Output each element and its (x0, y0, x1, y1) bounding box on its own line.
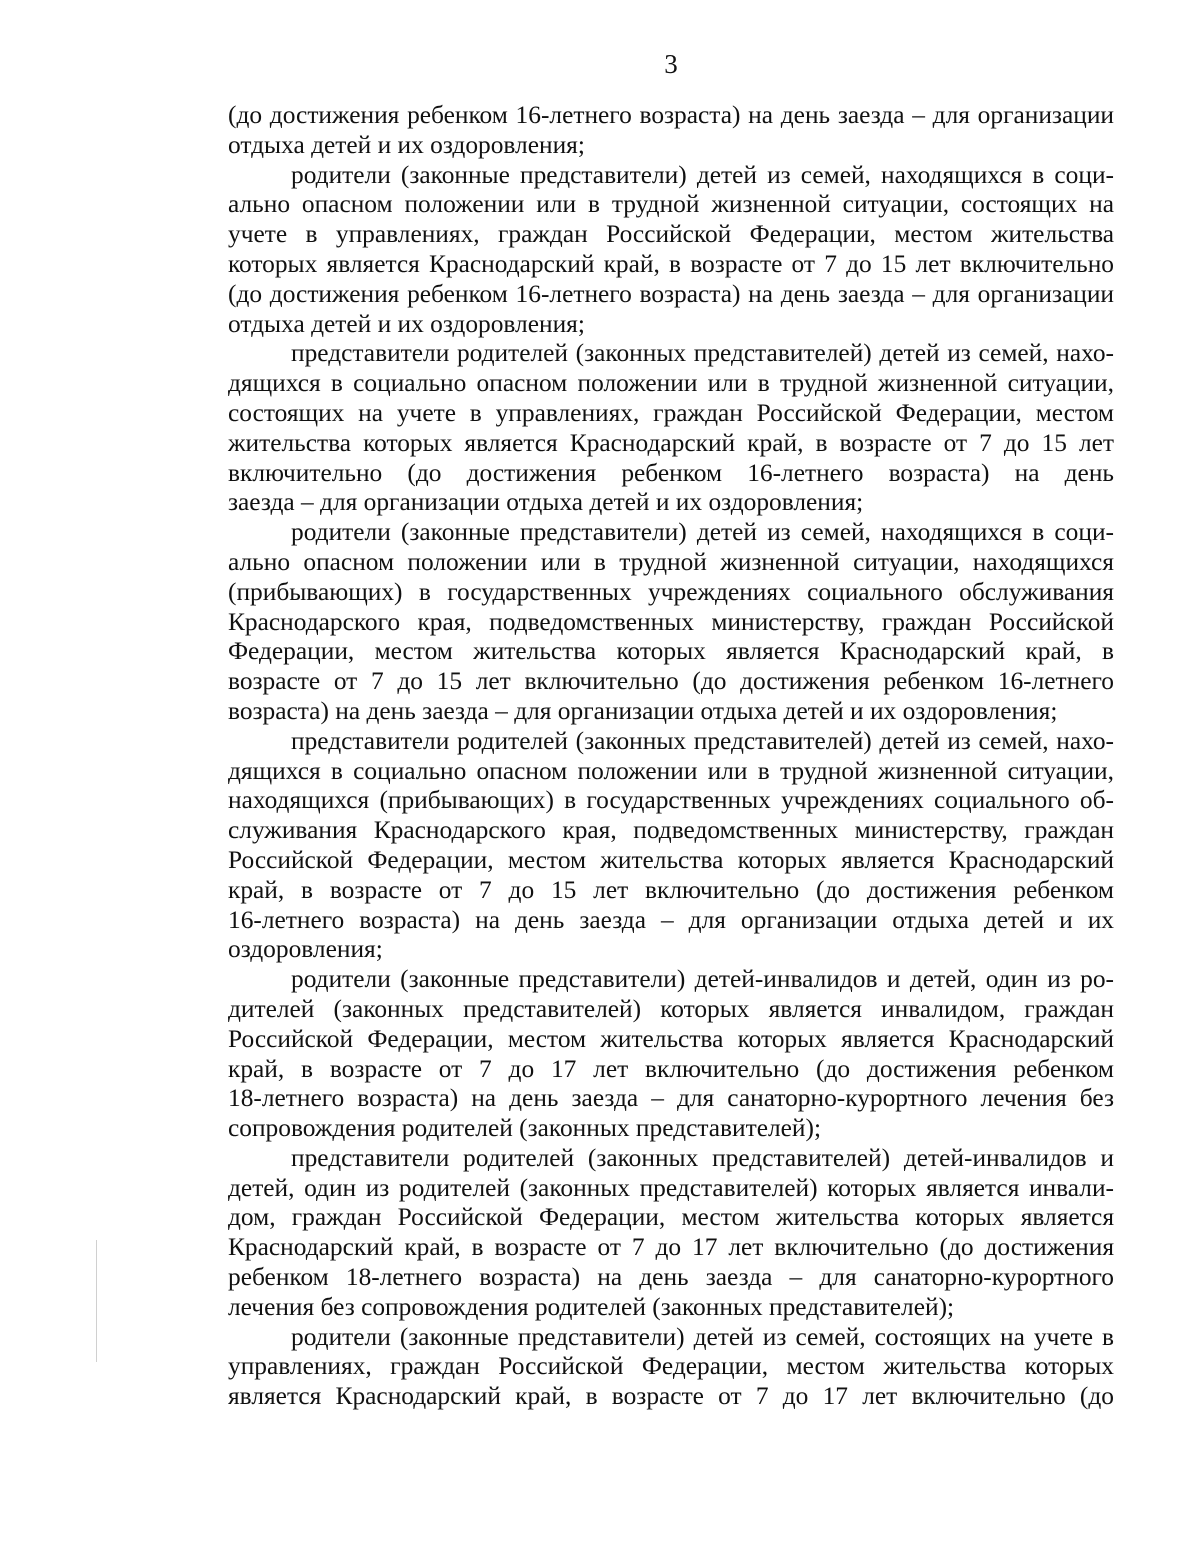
text-line: ребенком 18-летнего возраста) на день заезда – для санаторно-курортного (228, 1263, 1114, 1292)
text-line: представители родителей (законных представителей) детей из семей, нахо- (291, 726, 1114, 755)
text-line: 16-летнего возраста) на день заезда – для организации отдыха детей и их (228, 905, 1114, 934)
text-line: родители (законные представители) детей из семей, находящихся в соци- (291, 518, 1114, 547)
paragraph (228, 965, 1114, 1144)
text-line: возраста) на день заезда – для организации отдыха детей и их оздоровления; (228, 696, 1058, 725)
text-line: (до достижения ребенком 16-летнего возраста) на день заезда – для организации (228, 101, 1114, 129)
text-line: отдыха детей и их оздоровления; (228, 130, 585, 159)
text-line: край, в возрасте от 7 до 15 лет включительно (до достижения ребенком (228, 875, 1114, 904)
document-body (228, 101, 1114, 1412)
text-line: 18-летнего возраста) на день заезда – для санаторно-курортного лечения без (228, 1084, 1114, 1113)
text-line: Российской Федерации, местом жительства которых является Краснодарский (228, 845, 1114, 874)
text-line: представители родителей (законных представителей) детей-инвалидов и (291, 1143, 1114, 1172)
text-line: управлениях, граждан Российской Федерации, местом жительства которых (228, 1352, 1114, 1381)
paragraph (228, 1323, 1114, 1412)
text-line: ально опасном положении или в трудной жизненной ситуации, состоящих на (228, 190, 1114, 219)
text-line: родители (законные представители) детей-инвалидов и детей, один из ро- (291, 965, 1114, 994)
text-line: дом, граждан Российской Федерации, местом жительства которых является (228, 1203, 1114, 1232)
text-line: дящихся в социально опасном положении или в трудной жизненной ситуации, (228, 756, 1114, 785)
text-line: возрасте от 7 до 15 лет включительно (до достижения ребенком 16-летнего (228, 667, 1114, 696)
paragraph (228, 1144, 1114, 1323)
text-line: отдыха детей и их оздоровления; (228, 309, 585, 338)
text-line: представители родителей (законных представителей) детей из семей, нахо- (291, 339, 1114, 368)
text-line: родители (законные представители) детей из семей, находящихся в соци- (291, 160, 1114, 189)
text-line: жительства которых является Краснодарский край, в возрасте от 7 до 15 лет (228, 428, 1114, 457)
paragraph (228, 339, 1114, 518)
text-line: детей, один из родителей (законных представителей) которых является инвали- (228, 1173, 1114, 1202)
paragraph (228, 518, 1114, 727)
text-line: оздоровления; (228, 935, 383, 964)
text-line: край, в возрасте от 7 до 17 лет включительно (до достижения ребенком (228, 1054, 1114, 1083)
text-line: ально опасном положении или в трудной жизненной ситуации, находящихся (228, 547, 1114, 576)
text-line: сопровождения родителей (законных представителей); (228, 1114, 821, 1143)
page-number: 3 (664, 49, 678, 79)
text-line: Краснодарский край, в возрасте от 7 до 17 лет включительно (до достижения (228, 1233, 1114, 1262)
text-line: служивания Краснодарского края, подведомственных министерству, граждан (228, 816, 1114, 845)
text-line: дящихся в социально опасном положении или в трудной жизненной ситуации, (228, 369, 1114, 398)
text-line: дителей (законных представителей) которых является инвалидом, граждан (228, 994, 1114, 1023)
text-line: (прибывающих) в государственных учреждениях социального обслуживания (228, 577, 1114, 606)
paragraph (228, 161, 1114, 340)
scan-margin-mark (96, 1240, 97, 1362)
text-line: является Краснодарский край, в возрасте от 7 до 17 лет включительно (до (228, 1382, 1114, 1411)
text-line: родители (законные представители) детей из семей, состоящих на учете в (291, 1322, 1114, 1351)
text-line: состоящих на учете в управлениях, граждан Российской Федерации, местом (228, 398, 1114, 427)
text-line: лечения без сопровождения родителей (законных представителей); (228, 1292, 955, 1321)
paragraph (228, 727, 1114, 965)
text-line: включительно (до достижения ребенком 16-летнего возраста) на день (228, 458, 1114, 487)
text-line: учете в управлениях, граждан Российской Федерации, местом жительства (228, 220, 1114, 249)
paragraph-continuation (228, 101, 1114, 161)
text-line: находящихся (прибывающих) в государственных учреждениях социального об- (228, 786, 1114, 815)
text-line: заезда – для организации отдыха детей и их оздоровления; (228, 488, 864, 517)
text-line: (до достижения ребенком 16-летнего возраста) на день заезда – для организации (228, 279, 1114, 308)
text-line: Федерации, местом жительства которых является Краснодарский край, в (228, 637, 1114, 666)
text-line: которых является Краснодарский край, в возрасте от 7 до 15 лет включительно (228, 249, 1114, 278)
text-line: Российской Федерации, местом жительства которых является Краснодарский (228, 1024, 1114, 1053)
text-line: Краснодарского края, подведомственных министерству, граждан Российской (228, 607, 1114, 636)
